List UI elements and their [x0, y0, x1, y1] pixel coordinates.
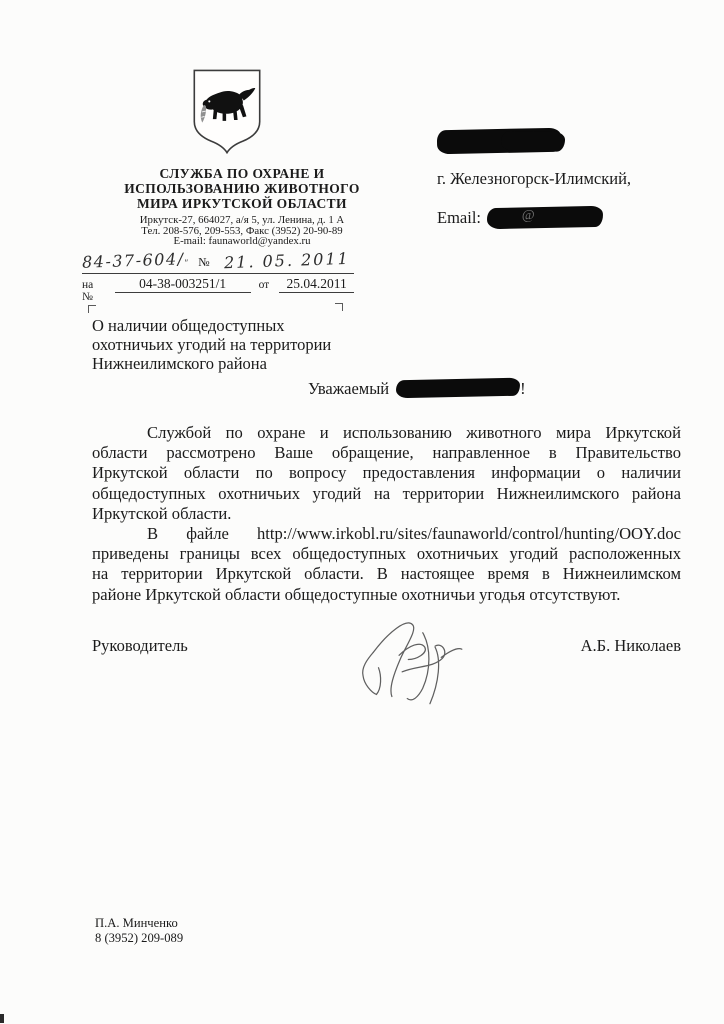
reply-date-label: от: [258, 279, 270, 291]
signoff-name: А.Б. Николаев: [580, 636, 681, 655]
org-name-line: ИСПОЛЬЗОВАНИЮ ЖИВОТНОГО: [124, 181, 360, 196]
outgoing-reference-row: [81, 248, 354, 274]
signature-icon: [342, 606, 487, 714]
scan-artifact: [0, 1014, 4, 1023]
number-sign: №: [198, 255, 210, 269]
recipient-city: г. Железногорск-Илимский,: [437, 169, 632, 188]
body-line: на территории Иркутской области. В настоящее время в Нижнеилимском: [92, 564, 681, 584]
body-line: приведены границы всех общедоступных охотничьих угодий расположенных: [92, 544, 681, 564]
letter-body: [92, 423, 681, 605]
reply-to-label: на №: [82, 279, 94, 303]
body-line: общедоступных охотничьих угодий на территории Нижнеилимского района: [92, 483, 681, 503]
org-name-line: СЛУЖБА ПО ОХРАНЕ И: [159, 166, 325, 181]
org-address: Иркутск-27, 664027, а/я 5, ул. Ленина, д. 1 А: [139, 214, 345, 226]
outgoing-date-handwritten: 21. 05. 2011: [223, 248, 350, 273]
letterhead-contacts: [83, 215, 401, 247]
body-line: Службой по охране и использованию животного мира Иркутской: [147, 423, 681, 442]
body-line: области рассмотрено Ваше обращение, направленное в Правительство: [92, 443, 681, 463]
subject-line: охотничьих угодий на территории: [92, 335, 332, 354]
greeting-line: [308, 379, 526, 399]
recipient-name-redaction: [437, 128, 561, 155]
executor-phone: 8 (3952) 209-089: [95, 930, 184, 945]
subject-line: О наличии общедоступных: [92, 316, 285, 335]
org-name-line: МИРА ИРКУТСКОЙ ОБЛАСТИ: [137, 196, 347, 211]
recipient-email-label: Email:: [437, 207, 481, 227]
recipient-email-row: [437, 207, 603, 228]
greeting-name-redaction: [396, 378, 520, 399]
org-phone: Тел. 208-576, 209-553, Факс (3952) 20-90-89: [141, 224, 343, 237]
org-email: E-mail: faunaworld@yandex.ru: [173, 235, 311, 248]
reply-to-date: 25.04.2011: [279, 276, 354, 293]
recipient-email-redaction: [487, 206, 603, 229]
corner-mark-right: [335, 303, 343, 311]
body-line: В файле http://www.irkobl.ru/sites/faunaworld/control/hunting/OOY.doc: [147, 523, 681, 543]
executor-name: П.А. Минченко: [95, 916, 178, 930]
signoff-title: Руководитель: [92, 636, 188, 655]
greeting-exclamation: !: [520, 379, 526, 398]
coat-of-arms-icon: [189, 66, 265, 158]
letterhead-org-name: [83, 166, 401, 211]
greeting-salutation: Уважаемый: [308, 379, 390, 398]
body-line: Иркутской области.: [92, 503, 232, 523]
incoming-reference-row: [82, 276, 354, 303]
body-line: районе Иркутской области общедоступные охотничьи угодья отсутствуют.: [92, 584, 621, 604]
subject-line: Нижнеилимского района: [92, 354, 267, 373]
outgoing-number-handwritten: 84-37-604/: [81, 249, 185, 272]
corner-mark-left: [88, 305, 96, 313]
letter-subject: [92, 316, 372, 373]
body-line: Иркутской области по вопросу предоставления информации о наличии: [92, 463, 681, 483]
executor-block: [95, 916, 183, 945]
outgoing-number-mark: ″: [184, 258, 189, 268]
reply-to-number: 04-38-003251/1: [115, 276, 251, 293]
at-sign: @: [521, 208, 535, 224]
